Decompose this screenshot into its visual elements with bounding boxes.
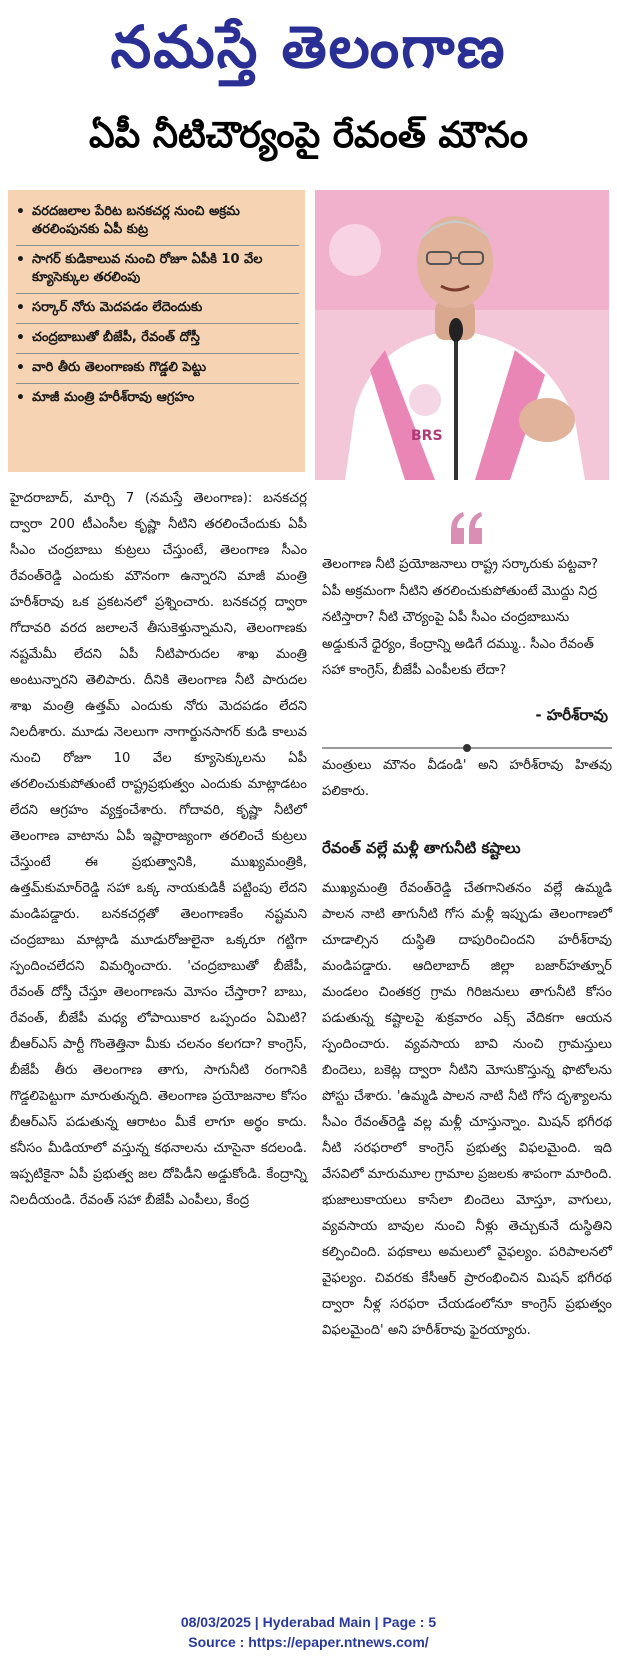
speaker-illustration xyxy=(315,190,609,480)
highlight-item xyxy=(16,384,299,413)
bullet-icon: • xyxy=(16,204,25,220)
highlight-text: సాగర్ కుడికాలువ నుంచి రోజూ ఏపీకి 10 వేల క్యూసెక్కుల తరలింపు xyxy=(32,252,263,285)
headline: ఏపీ నీటిచౌర్యంపై రేవంత్ మౌనం xyxy=(88,115,529,156)
quote-author: - హరీశ్‌రావు xyxy=(535,706,608,724)
highlight-item xyxy=(16,324,299,354)
speaker-photo xyxy=(315,190,609,480)
page-footer xyxy=(0,1612,617,1652)
highlight-item xyxy=(16,198,299,246)
quote-divider xyxy=(322,738,612,748)
highlight-text: వారి తీరు తెలంగాణకు గొడ్డలి పెట్టు xyxy=(32,360,207,375)
bullet-icon: • xyxy=(16,360,25,376)
footer-source: Source : https://epaper.ntnews.com/ xyxy=(188,1634,429,1650)
footer-date-edition: 08/03/2025 | Hyderabad Main | Page : 5 xyxy=(180,1614,437,1630)
quote-mark-icon xyxy=(322,510,612,552)
highlight-text: సర్కార్ నోరు మెదపడం లేదెందుకు xyxy=(32,300,203,315)
highlight-text: వరదజలాల పేరిట బనకచర్ల నుంచి అక్రమ తరలింపునకు ఏపీ కుట్ర xyxy=(32,204,240,237)
bullet-icon: • xyxy=(16,300,25,316)
highlight-text: మాజీ మంత్రి హరీశ్‌రావు ఆగ్రహం xyxy=(32,390,195,405)
masthead-title: నమస్తే తెలంగాణ xyxy=(110,13,507,81)
bullet-icon: • xyxy=(16,330,25,346)
highlights-box xyxy=(8,190,305,472)
highlight-item xyxy=(16,354,299,384)
subheading: రేవంత్ వల్లే మళ్లీ తాగునీటి కష్టాలు xyxy=(322,839,521,857)
highlight-item xyxy=(16,294,299,324)
quote-text: తెలంగాణ నీటి ప్రయోజనాలు రాష్ట్ర సర్కారుకు పట్టవా? ఏపీ అక్రమంగా నీటిని తరలించుకుపోతుంటే మొద్దు నిద్ర నటిస్తారా? నీటి చౌర్యంపై ఏపీ సీఎం చంద్రబాబును అడ్డుకునే ధైర్యం, కేంద్రాన్ని అడిగే దమ్ము.. సీఎం రేవంత్ సహా కాంగ్రెస్, బీజేపీ ఎంపీలకు లేదా? xyxy=(322,557,599,678)
bullet-icon: • xyxy=(16,252,25,268)
pull-quote xyxy=(322,510,612,685)
article-column-left: హైదరాబాద్, మార్చి 7 (నమస్తే తెలంగాణ): బనకచర్ల ద్వారా 200 టీఎంసీల కృష్ణా నీటిని తరలించేందుకు ఏపీ సీఎం చంద్రబాబు కుట్రలు చేస్తుంటే, తెలంగాణ సీఎం రేవంత్‌రెడ్డి ఎందుకు మౌనంగా ఉన్నారని మాజీ మంత్రి హరీశ్‌రావు ఒక ప్రకటనలో ప్రశ్నించారు. బనకచర్ల ద్వారా గోదావరి వరద జలాలనే తీసుకెళ్తున్నామని, తెలంగాణకు నష్టమేమీ లేదని ఏపీ నీటిపారుదల శాఖ మంత్రి అంటున్నారని తెలిపారు. దీనికి తెలంగాణ నీటి పారుదల శాఖ మంత్రి ఉత్తమ్ ఎందుకు నోరు మెదపడం లేదని నిలదీశారు. మూడు నెలలుగా నాగార్జునసాగర్ కుడి కాలువ నుంచి రోజూ 10 వేల క్యూసెక్కులను ఏపీ తరలించుకుపోతుంటే రాష్ట్రప్రభుత్వం ఎందుకు మాట్లాడటం లేదని ఆగ్రహం వ్యక్తంచేశారు. గోదావరి, కృష్ణా నీటిలో తెలంగాణ వాటాను ఏపీ ఇష్టారాజ్యంగా తరలించే కుట్రలు చేస్తుంటే ఈ ప్రభుత్వానికి, ముఖ్యమంత్రికి, ఉత్తమ్‌కుమార్‌రెడ్డి సహా ఒక్క నాయకుడికీ పట్టింపు లేదని మండిపడ్డారు. బనకచర్లతో తెలంగాణకేం నష్టమని చంద్రబాబు మాట్లాడి మూడురోజులైనా ఒక్కరూ గట్టిగా స్పందించలేదని విమర్శించారు. 'చంద్రబాబుతో బీజేపీ, రేవంత్ దోస్తీ చేస్తూ తెలంగాణను మోసం చేస్తారా? బాబు, రేవంత్, బీజేపీ మధ్య లోపాయికార ఒప్పందం ఏమిటి? బీఆర్‌ఎస్ పార్టీ గొంతెత్తినా మీకు చలనం కలగదా? కాంగ్రెస్, బీజేపీ తీరు తెలంగాణ తాగు, సాగునీటి రంగానికి గొడ్డలిపెట్టుగా మారుతున్నది. తెలంగాణ ప్రయోజనాల కోసం బీఆర్‌ఎస్ పడుతున్న ఆరాటం మీకే లాగూ అర్థం కాదు. కనీసం మీడియాలో వస్తున్న కథనాలను చూసైనా కదలండి. ఇప్పటికైనా ఏపీ ప్రభుత్వ జల దోపిడీని అడ్డుకోండి. కేంద్రాన్ని నిలదీయండి. రేవంత్ సహా బీజేపీ ఎంపీలు, కేంద్ర xyxy=(10,491,307,1208)
bullet-icon: • xyxy=(16,390,25,406)
highlight-text: చంద్రబాబుతో బీజేపీ, రేవంత్ దోస్తీ xyxy=(32,330,200,345)
article-column-right-top: మంత్రులు మౌనం వీడండి' అని హరీశ్‌రావు హితవు పలికారు. xyxy=(322,758,612,799)
article-column-right: ముఖ్యమంత్రి రేవంత్‌రెడ్డి చేతగానితనం వల్లే ఉమ్మడి పాలన నాటి తాగునీటి గోస మళ్లీ ఇప్పుడు తెలంగాణలో చూడాల్సిన దుస్థితి దాపురించిందని హరీశ్‌రావు మండిపడ్డారు. ఆదిలాబాద్ జిల్లా బజార్‌హత్నూర్ మండలం చింతకర్ర గ్రామ గిరిజనులు తాగునీటి కోసం పడుతున్న కష్టాలపై శుక్రవారం ఎక్స్ వేదికగా ఆయన స్పందించారు. వ్యవసాయ బావి నుంచి గ్రామస్తులు బిందెలు, బకెట్ల ద్వారా నీటిని మోసుకొస్తున్న ఫొటోలను పోస్టు చేశారు. 'ఉమ్మడి పాలన నాటి నీటి గోస దృశ్యాలను సీఎం రేవంత్‌రెడ్డి వల్ల మళ్లీ చూస్తున్నాం. మిషన్ భగీరథ నీటి సరఫరాలో కాంగ్రెస్ ప్రభుత్వ విఫలమైంది. ఇది వేసవిలో మారుమూల గ్రామాల ప్రజలకు శాపంగా మారింది. భుజాలుకాయలు కాసేలా బిందెలు మోస్తూ, వాగులు, వ్యవసాయ బావుల నుంచి నీళ్లు తెచ్చుకునే దుస్థితిని కల్పించింది. పథకాలు అమలులో వైఫల్యం. పరిపాలనలో వైఫల్యం. చివరకు కేసీఆర్ ప్రారంభించిన మిషన్ భగీరథ ద్వారా నీళ్ల సరఫరా చేయడంలోనూ కాంగ్రెస్ ప్రభుత్వం విఫలమైంది' అని హరీశ్‌రావు ఫైరయ్యారు. xyxy=(322,881,612,1338)
highlight-item xyxy=(16,246,299,294)
brs-badge: BRS xyxy=(411,428,443,444)
